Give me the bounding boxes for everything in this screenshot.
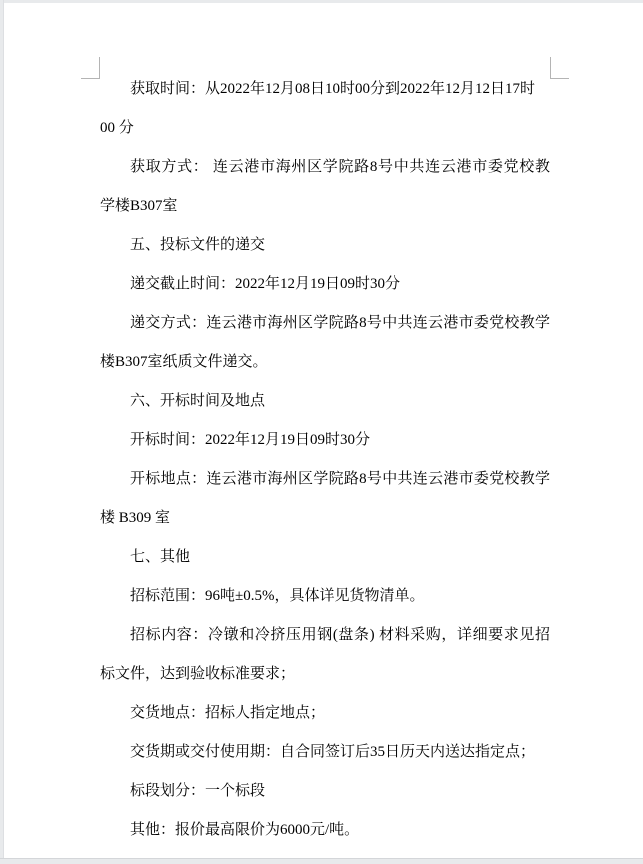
doc-line-tender-content[interactable]: 招标内容：冷镦和冷挤压用钢(盘条) 材料采购，详细要求见招 xyxy=(130,627,550,643)
doc-line-opening-time[interactable]: 开标时间：2022年12月19日09时30分 xyxy=(130,432,371,448)
document-text-area[interactable] xyxy=(100,70,550,850)
viewer-edge-bottom xyxy=(0,858,643,864)
doc-line-opening-place[interactable]: 开标地点：连云港市海州区学院路8号中共连云港市委党校教学 xyxy=(130,471,550,487)
viewer-edge-left xyxy=(0,0,4,864)
doc-line-submit-method[interactable]: 递交方式：连云港市海州区学院路8号中共连云港市委党校教学 xyxy=(130,315,550,331)
doc-line-tender-scope[interactable]: 招标范围：96吨±0.5%，具体详见货物清单。 xyxy=(130,588,425,604)
doc-line-section-5-heading[interactable]: 五、投标文件的递交 xyxy=(130,237,266,253)
doc-line-section-6-heading[interactable]: 六、开标时间及地点 xyxy=(130,393,266,409)
doc-line-obtain-time[interactable]: 获取时间：从2022年12月08日10时00分到2022年12月12日17时 xyxy=(130,81,536,97)
viewer-edge-top xyxy=(0,0,643,3)
doc-line-obtain-method-wrap[interactable]: 学楼B307室 xyxy=(100,198,178,214)
doc-line-opening-place-wrap[interactable]: 楼 B309 室 xyxy=(100,510,171,526)
doc-line-submit-method-wrap[interactable]: 楼B307室纸质文件递交。 xyxy=(100,354,268,370)
doc-line-section-7-heading[interactable]: 七、其他 xyxy=(130,549,191,565)
margin-corner-mark-right xyxy=(550,57,569,79)
doc-line-lot-division[interactable]: 标段划分：一个标段 xyxy=(130,783,266,799)
doc-line-delivery-period[interactable]: 交货期或交付使用期：自合同签订后35日历天内送达指定点； xyxy=(130,744,536,760)
doc-line-tender-content-wrap[interactable]: 标文件，达到验收标准要求； xyxy=(100,666,296,682)
doc-line-delivery-place[interactable]: 交货地点：招标人指定地点； xyxy=(130,705,326,721)
margin-corner-mark-left xyxy=(81,57,100,79)
doc-line-other-price-cap[interactable]: 其他：报价最高限价为6000元/吨。 xyxy=(130,822,360,838)
doc-line-submit-deadline[interactable]: 递交截止时间：2022年12月19日09时30分 xyxy=(130,276,401,292)
doc-line-obtain-method[interactable]: 获取方式： 连云港市海州区学院路8号中共连云港市委党校教 xyxy=(130,159,550,175)
doc-line-obtain-time-wrap[interactable]: 00 分 xyxy=(100,120,134,136)
